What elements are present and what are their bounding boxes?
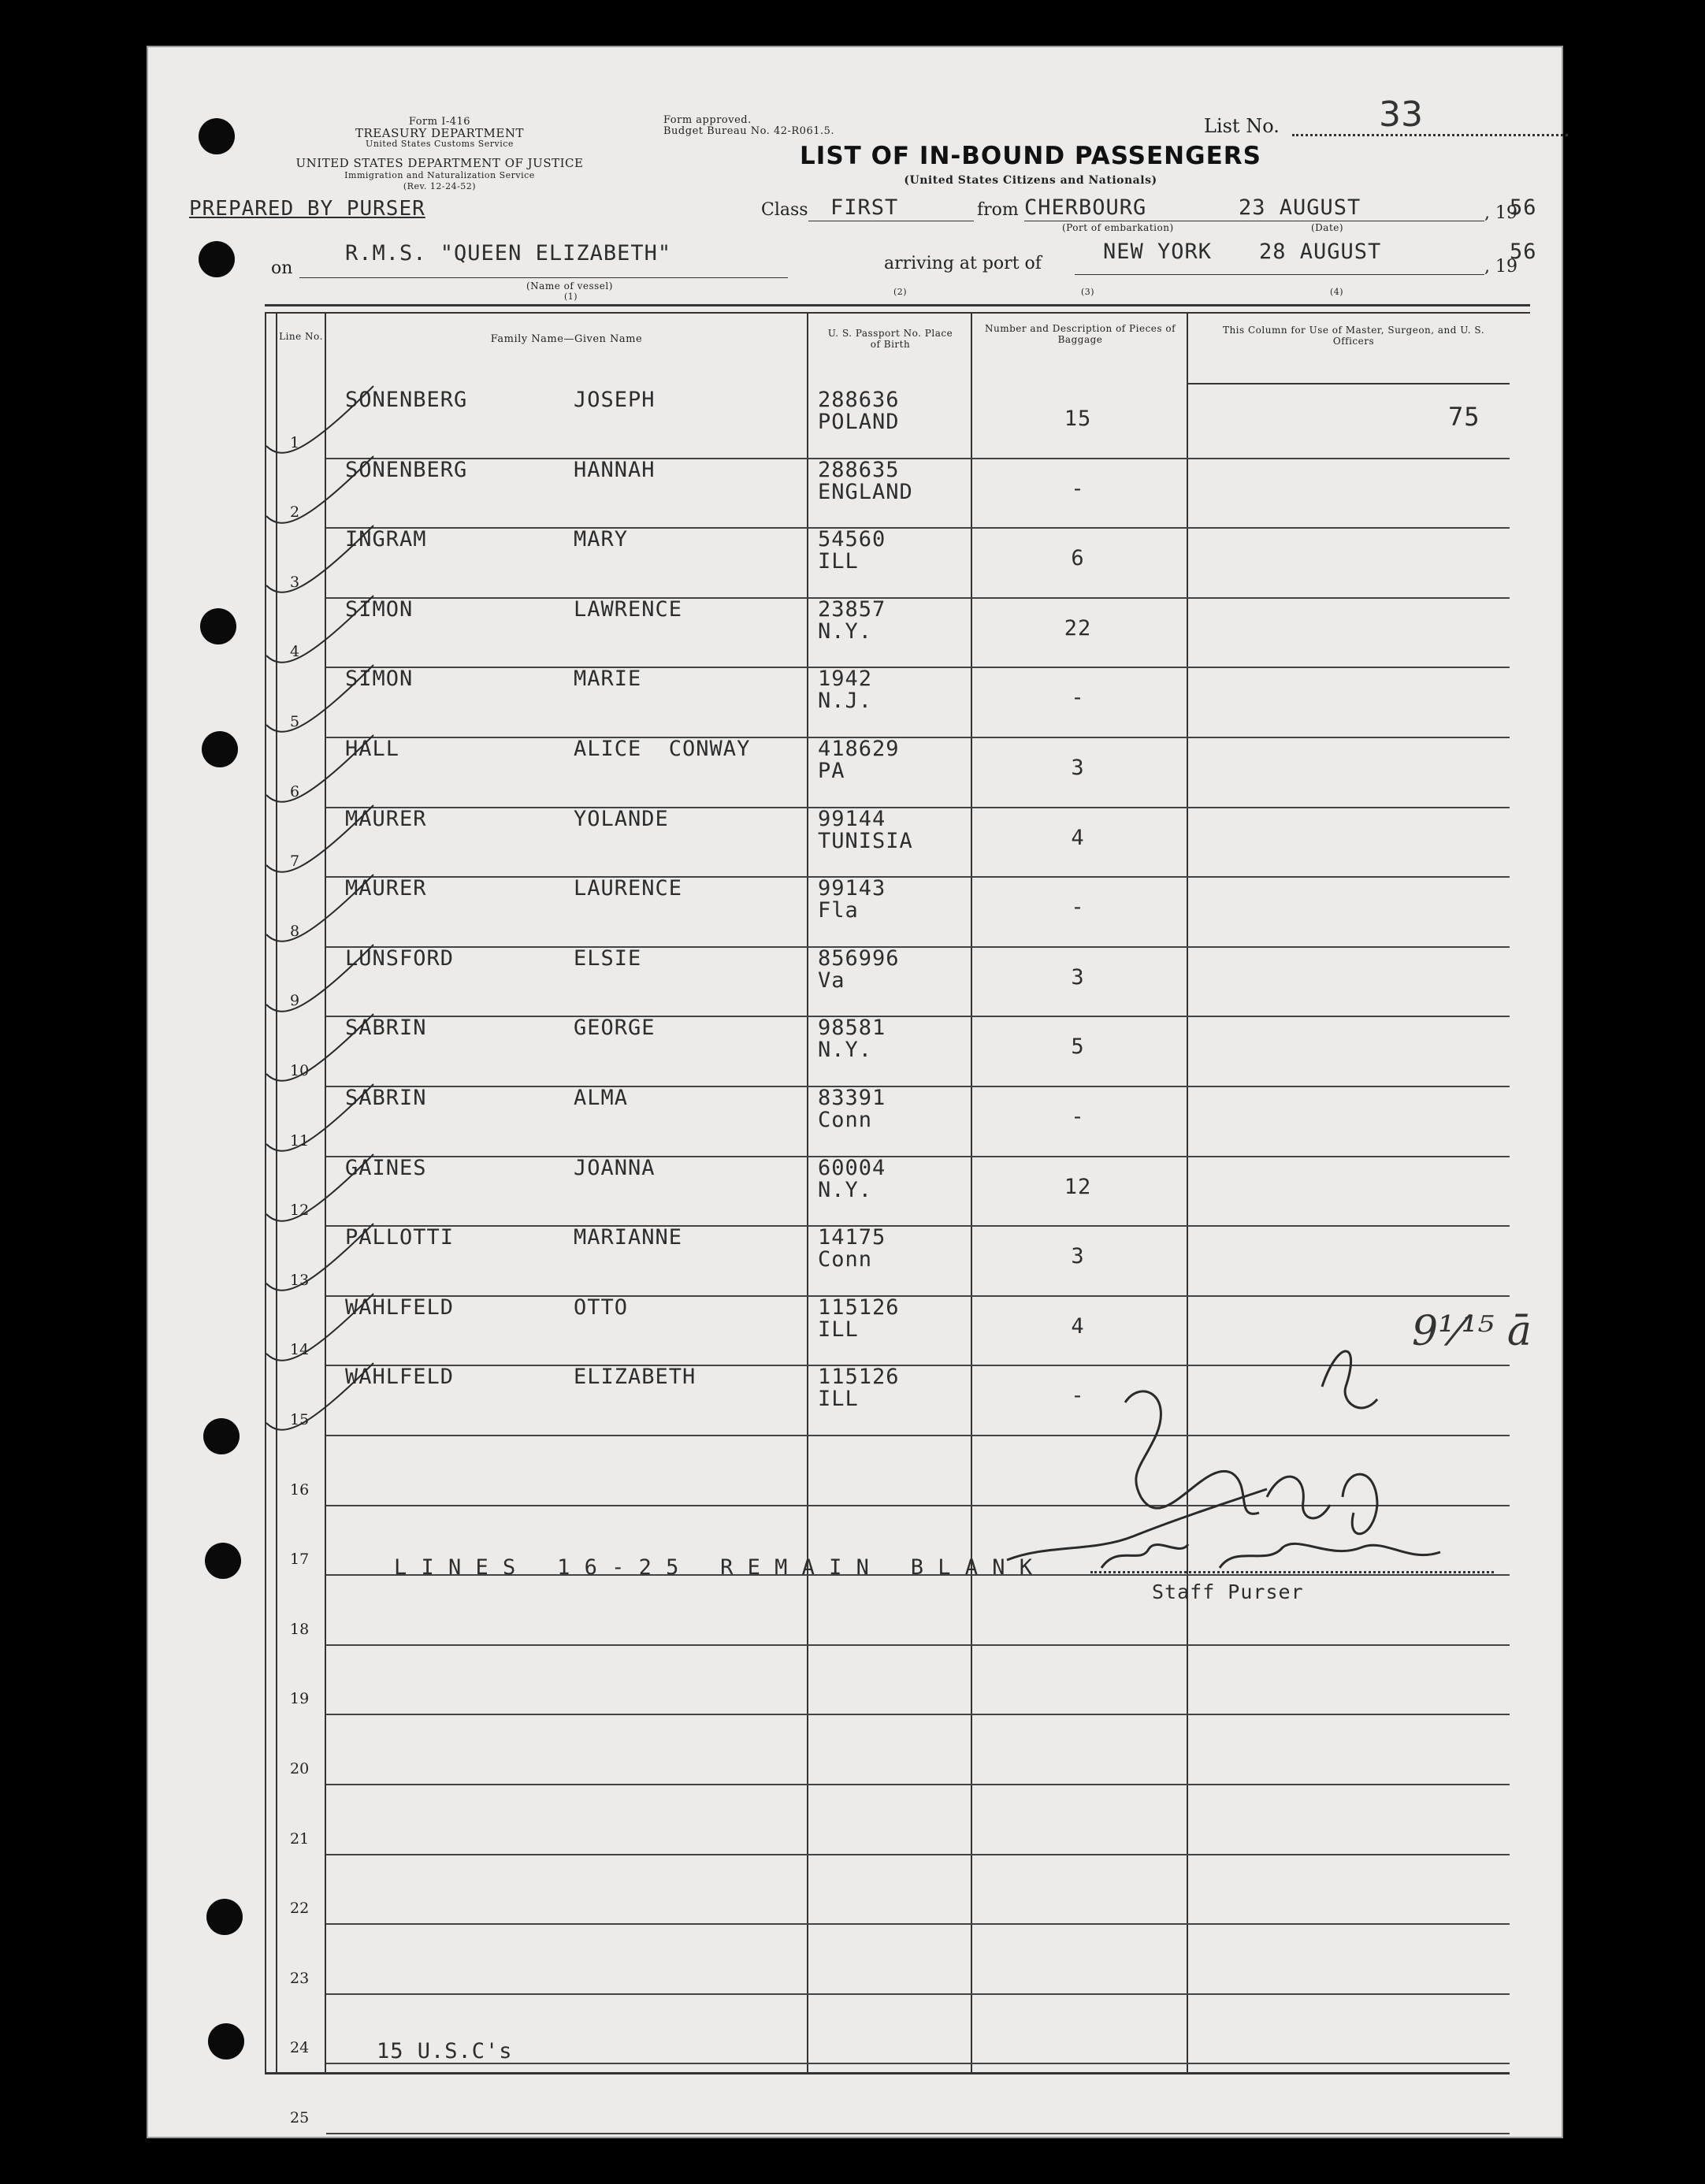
- passport-number: 288636: [818, 388, 900, 412]
- given-name: MARIANNE: [574, 1225, 683, 1250]
- from-label: from: [977, 200, 1019, 220]
- baggage-header: Number and Description of Pieces of Baggage: [984, 323, 1176, 345]
- place-of-birth: Conn: [818, 1108, 873, 1132]
- given-name: LAURENCE: [574, 876, 683, 901]
- given-name: ALICE CONWAY: [574, 737, 751, 761]
- line-number: 16: [290, 1481, 310, 1499]
- manifest-page: [147, 46, 1563, 2138]
- given-name: HANNAH: [574, 458, 656, 482]
- baggage-count: 3: [1071, 965, 1085, 990]
- embarkation-year: 56: [1510, 195, 1537, 220]
- family-name: SABRIN: [345, 1016, 427, 1040]
- family-name: SIMON: [345, 597, 414, 622]
- line-number: 14: [290, 1341, 310, 1358]
- line-number: 23: [290, 1970, 310, 1987]
- passport-number: 60004: [818, 1156, 886, 1180]
- line-number: 13: [290, 1272, 310, 1289]
- passport-number: 23857: [818, 597, 886, 622]
- check-mark: [266, 1363, 373, 1430]
- arrival-port: NEW YORK: [1103, 240, 1213, 264]
- place-of-birth: PA: [818, 759, 845, 783]
- customs-service: United States Customs Service: [366, 139, 514, 149]
- check-mark: [266, 1014, 373, 1081]
- line-number: 9: [290, 992, 300, 1009]
- family-name: GAINES: [345, 1156, 427, 1180]
- passport-number: 288635: [818, 458, 900, 482]
- handwritten-annotation: 9⅟¹⁵ ā: [1412, 1308, 1532, 1355]
- form-revision: (Rev. 12-24-52): [403, 181, 477, 191]
- family-name: WAHLFELD: [345, 1365, 455, 1389]
- family-name: SIMON: [345, 667, 414, 691]
- place-of-birth: POLAND: [818, 410, 900, 434]
- remain-blank-note: L I N E S 1 6 - 2 5 R E M A I N B L A N K: [394, 1555, 1034, 1580]
- family-name: SABRIN: [345, 1086, 427, 1110]
- given-name: GEORGE: [574, 1016, 656, 1040]
- baggage-count: 4: [1071, 1314, 1085, 1339]
- list-no-value: 33: [1379, 95, 1423, 135]
- line-number: 19: [290, 1690, 310, 1707]
- family-name: SONENBERG: [345, 458, 468, 482]
- passport-number: 98581: [818, 1016, 886, 1040]
- officers-header: This Column for Use of Master, Surgeon, and U. S. Officers: [1222, 325, 1485, 347]
- passport-number: 99143: [818, 876, 886, 901]
- passport-header: U. S. Passport No. Place of Birth: [827, 328, 953, 350]
- check-mark: [266, 526, 373, 592]
- family-name: INGRAM: [345, 527, 427, 552]
- baggage-count: 4: [1071, 826, 1085, 850]
- handwriting-overlay: [148, 47, 1562, 2137]
- line-number: 5: [290, 713, 300, 730]
- line-number: 15: [290, 1411, 310, 1428]
- passport-number: 54560: [818, 527, 886, 552]
- given-name: MARY: [574, 527, 629, 552]
- line-number: 3: [290, 574, 300, 591]
- arrival-date: 28 AUGUST: [1259, 240, 1382, 264]
- check-mark: [266, 805, 373, 872]
- check-mark: [266, 596, 373, 663]
- place-of-birth: N.Y.: [818, 619, 873, 644]
- prepared-by: PREPARED BY PURSER: [189, 197, 425, 221]
- line-number: 20: [290, 1760, 310, 1777]
- arrival-year-prefix: , 19: [1484, 257, 1517, 277]
- check-mark: [266, 456, 373, 523]
- check-mark: [266, 1224, 373, 1291]
- family-name: PALLOTTI: [345, 1225, 455, 1250]
- given-name: JOANNA: [574, 1156, 656, 1180]
- date-caption: (Date): [1311, 222, 1344, 233]
- baggage-count: -: [1071, 477, 1085, 501]
- col-ref-4: (4): [1330, 287, 1344, 297]
- given-name: LAWRENCE: [574, 597, 683, 622]
- baggage-count: -: [1071, 1384, 1085, 1408]
- baggage-count: -: [1071, 1105, 1085, 1129]
- passport-number: 14175: [818, 1225, 886, 1250]
- given-name: YOLANDE: [574, 807, 669, 831]
- form-title: LIST OF IN-BOUND PASSENGERS: [800, 142, 1261, 170]
- total-citizens-note: 15 U.S.C's: [377, 2039, 513, 2063]
- place-of-birth: N.Y.: [818, 1178, 873, 1202]
- line-number: 6: [290, 783, 300, 800]
- baggage-count: 15: [1064, 407, 1092, 431]
- justice-department: UNITED STATES DEPARTMENT OF JUSTICE: [295, 156, 584, 170]
- place-of-birth: Conn: [818, 1247, 873, 1272]
- col-ref-2: (2): [893, 287, 908, 297]
- line-number: 17: [290, 1551, 310, 1568]
- check-mark: [266, 1154, 373, 1221]
- year-prefix: , 19: [1484, 203, 1517, 223]
- place-of-birth: ILL: [818, 1387, 859, 1411]
- check-mark: [266, 386, 373, 453]
- immigration-service: Immigration and Naturalization Service: [344, 170, 535, 180]
- vessel-caption: (Name of vessel): [526, 280, 613, 292]
- budget-bureau: Budget Bureau No. 42-R061.5.: [663, 125, 835, 137]
- baggage-count: 3: [1071, 756, 1085, 780]
- arrival-year: 56: [1510, 240, 1537, 264]
- place-of-birth: TUNISIA: [818, 829, 913, 853]
- given-name: ELSIE: [574, 946, 642, 971]
- place-of-birth: Fla: [818, 898, 859, 923]
- staff-purser-caption: Staff Purser: [1152, 1580, 1304, 1603]
- passport-number: 83391: [818, 1086, 886, 1110]
- line-number: 21: [290, 1830, 310, 1848]
- family-name: MAURER: [345, 807, 427, 831]
- passport-number: 115126: [818, 1295, 900, 1320]
- given-name: ELIZABETH: [574, 1365, 696, 1389]
- purser-signature: [1007, 1351, 1440, 1568]
- line-number: 25: [290, 2109, 310, 2126]
- check-mark: [266, 1294, 373, 1361]
- passport-number: 856996: [818, 946, 900, 971]
- line-number: 8: [290, 923, 300, 940]
- check-mark: [266, 665, 373, 732]
- class-value: FIRST: [830, 195, 899, 220]
- given-name: ALMA: [574, 1086, 629, 1110]
- baggage-count: 3: [1071, 1244, 1085, 1268]
- place-of-birth: ENGLAND: [818, 480, 913, 504]
- line-number: 1: [290, 434, 300, 451]
- place-of-birth: N.Y.: [818, 1038, 873, 1062]
- embarkation-port: CHERBOURG: [1024, 195, 1147, 220]
- place-of-birth: Va: [818, 968, 845, 993]
- line-number: 22: [290, 1900, 310, 1917]
- line-number: 7: [290, 852, 300, 870]
- place-of-birth: ILL: [818, 549, 859, 574]
- baggage-count: 12: [1064, 1175, 1092, 1199]
- given-name: MARIE: [574, 667, 642, 691]
- baggage-count: -: [1071, 895, 1085, 919]
- family-name: SONENBERG: [345, 388, 468, 412]
- passport-number: 99144: [818, 807, 886, 831]
- port-embarkation-caption: (Port of embarkation): [1062, 222, 1174, 233]
- family-name: MAURER: [345, 876, 427, 901]
- given-name: OTTO: [574, 1295, 629, 1320]
- place-of-birth: N.J.: [818, 689, 873, 713]
- name-header: Family Name—Given Name: [490, 333, 643, 345]
- col-ref-1: (1): [564, 292, 578, 302]
- treasury-department: TREASURY DEPARTMENT: [355, 126, 524, 140]
- baggage-count: 5: [1071, 1034, 1085, 1059]
- on-label: on: [271, 258, 293, 278]
- family-name: WAHLFELD: [345, 1295, 455, 1320]
- place-of-birth: ILL: [818, 1317, 859, 1342]
- baggage-count: 6: [1071, 546, 1085, 570]
- line-number: 2: [290, 503, 300, 521]
- form-number: Form I-416: [408, 116, 471, 128]
- line-number: 24: [290, 2039, 310, 2056]
- line-number: 18: [290, 1621, 310, 1638]
- line-number: 4: [290, 643, 300, 660]
- family-name: LUNSFORD: [345, 946, 455, 971]
- family-name: HALL: [345, 737, 400, 761]
- col-ref-3: (3): [1081, 287, 1095, 297]
- check-mark: [266, 735, 373, 802]
- check-mark: [266, 945, 373, 1012]
- passport-number: 115126: [818, 1365, 900, 1389]
- form-approved: Form approved.: [663, 114, 752, 126]
- class-label: Class: [761, 200, 808, 220]
- passport-number: 418629: [818, 737, 900, 761]
- line-number: 11: [290, 1132, 310, 1150]
- line-number: 12: [290, 1202, 310, 1219]
- given-name: JOSEPH: [574, 388, 656, 412]
- check-mark: [266, 875, 373, 942]
- list-no-label: List No.: [1204, 115, 1280, 137]
- vessel-name: R.M.S. "QUEEN ELIZABETH": [345, 241, 672, 266]
- line-no-header: Line No.: [279, 331, 323, 342]
- baggage-count: -: [1071, 685, 1085, 710]
- form-subtitle: (United States Citizens and Nationals): [904, 174, 1157, 187]
- line-number: 10: [290, 1062, 310, 1079]
- officer-remark: 75: [1448, 402, 1480, 432]
- check-mark: [266, 1084, 373, 1151]
- embarkation-date: 23 AUGUST: [1239, 195, 1361, 220]
- baggage-count: 22: [1064, 616, 1092, 641]
- arriving-label: arriving at port of: [884, 254, 1042, 273]
- passport-number: 1942: [818, 667, 873, 691]
